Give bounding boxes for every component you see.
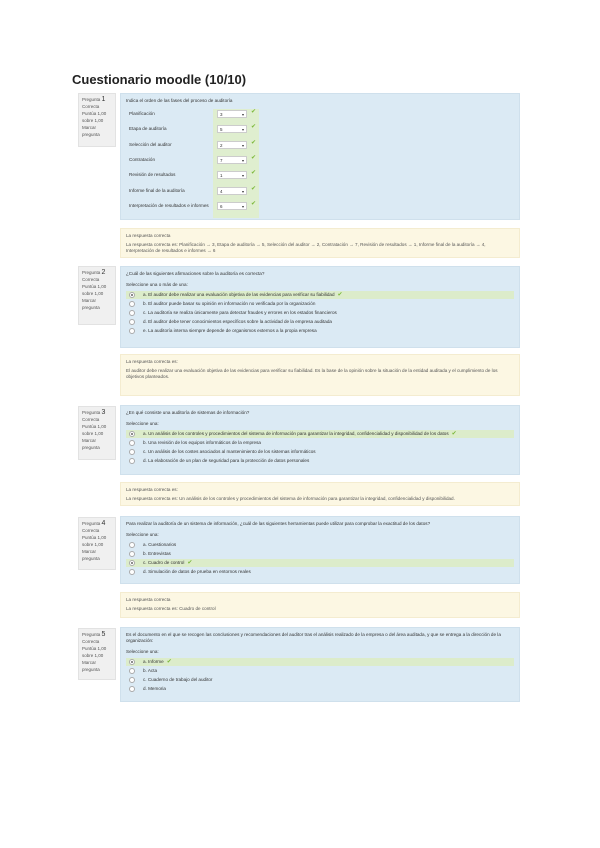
check-icon: ✔ xyxy=(187,560,193,566)
flag-question-link[interactable]: Marcar pregunta xyxy=(82,438,100,450)
option-text: c. Un análisis de los costes asociados al mantenimiento de los sistemas informáticos xyxy=(143,449,316,454)
feedback-box xyxy=(120,228,520,258)
radio-button[interactable] xyxy=(129,560,135,566)
question-label: Pregunta xyxy=(82,632,101,637)
match-item: Interpretación de resultados e informes xyxy=(129,202,209,208)
question-content xyxy=(120,627,520,702)
answer-option[interactable] xyxy=(126,676,514,684)
option-text: a. Cuestionarios xyxy=(143,542,177,547)
question-info xyxy=(78,628,116,680)
option-text: d. Memoria xyxy=(143,686,166,691)
feedback-box xyxy=(120,354,520,396)
radio-button[interactable] xyxy=(129,686,135,692)
answer-option[interactable] xyxy=(126,457,514,465)
option-text: b. Una revisión de los equipos informáticos de la empresa xyxy=(143,440,261,445)
select-label: Seleccione una o más de una: xyxy=(126,282,188,287)
check-icon: ✔ xyxy=(251,139,257,146)
question-text: ¿Cuál de las siguientes afirmaciones sobre la auditoría es correcta? xyxy=(126,271,265,276)
answer-option[interactable] xyxy=(126,439,514,447)
feedback-title: La respuesta correcta xyxy=(126,233,171,238)
match-select[interactable]: 5 ▾ xyxy=(217,125,247,133)
question-number: 1 xyxy=(101,96,106,103)
match-item: Revisión de resultados xyxy=(129,172,176,178)
check-icon: ✔ xyxy=(337,292,343,298)
radio-button[interactable] xyxy=(129,668,135,674)
radio-button[interactable] xyxy=(129,542,135,548)
radio-button[interactable] xyxy=(129,440,135,446)
check-icon: ✔ xyxy=(251,109,257,115)
match-select[interactable]: 3 ▾ xyxy=(217,110,247,118)
answer-option[interactable] xyxy=(126,559,514,567)
flag-question-link[interactable]: Marcar pregunta xyxy=(82,549,100,561)
check-icon: ✔ xyxy=(251,124,257,131)
answer-option[interactable] xyxy=(126,685,514,693)
question-score: Puntúa 1,00 sobre 1,00 xyxy=(82,111,107,123)
radio-button[interactable] xyxy=(129,328,135,334)
question-content xyxy=(120,516,520,584)
option-text: b. El auditor puede basar su opinión en información no verificada por la organización xyxy=(143,301,316,306)
option-text: c. Cuaderno de trabajo del auditor xyxy=(143,677,213,682)
match-select[interactable]: 1 ▾ xyxy=(217,171,247,179)
question-status: Correcta xyxy=(82,104,100,109)
radio-button[interactable] xyxy=(129,310,135,316)
match-item: Planificación xyxy=(129,111,155,116)
radio-button[interactable] xyxy=(129,292,135,298)
question-content xyxy=(120,266,520,348)
option-text: d. Simulación de datos de prueba en entornos reales xyxy=(143,569,251,574)
radio-button[interactable] xyxy=(129,677,135,683)
select-label: Seleccione una: xyxy=(126,421,159,426)
match-select[interactable]: 7 ▾ xyxy=(217,156,247,164)
match-select[interactable]: 6 ▾ xyxy=(217,202,247,210)
answer-option[interactable] xyxy=(126,327,514,335)
option-text: c. La auditoría se realiza únicamente para detectar fraudes y errores en los estados financieros xyxy=(143,310,337,315)
question-number: 5 xyxy=(101,631,106,638)
option-text: a. El auditor debe realizar una evaluación objetiva de las evidencias para verificar su fiabilidad xyxy=(143,292,335,297)
flag-question-link[interactable]: Marcar pregunta xyxy=(82,298,100,310)
answer-option[interactable] xyxy=(126,318,514,326)
answer-option[interactable] xyxy=(126,550,514,558)
feedback-text: La respuesta correcta es: Un análisis de los controles y procedimientos del sistema de información para garantizar la integridad, confidencialidad y disponibilidad. xyxy=(126,496,455,501)
answer-option[interactable] xyxy=(126,430,514,438)
match-item: Selección del auditor xyxy=(129,141,172,147)
select-label: Seleccione una: xyxy=(126,532,159,537)
check-icon: ✔ xyxy=(251,200,257,207)
question-content xyxy=(120,405,520,475)
option-text: d. El auditor debe tener conocimientos específicos sobre la actividad de la empresa auditada xyxy=(143,319,332,324)
radio-button[interactable] xyxy=(129,449,135,455)
answer-option[interactable] xyxy=(126,658,514,666)
match-item: Contratación xyxy=(129,156,156,162)
radio-button[interactable] xyxy=(129,551,135,557)
question-info xyxy=(78,93,116,147)
feedback-text: El auditor debe realizar una evaluación objetiva de las evidencias para verificar su fiabilidad. Es la base de la opinión sobre la situación de la entidad auditada y el cumplimiento de los objetivos planteados. xyxy=(126,368,498,379)
radio-button[interactable] xyxy=(129,431,135,437)
feedback-box xyxy=(120,592,520,618)
answer-option[interactable] xyxy=(126,309,514,317)
match-item: Etapa de auditoría xyxy=(129,126,167,132)
answer-option[interactable] xyxy=(126,448,514,456)
flag-question-link[interactable]: Marcar pregunta xyxy=(82,660,100,672)
question-text: Es el documento en el que se recogen las conclusiones y recomendaciones del auditor tras el análisis realizado de la empresa o del área auditada, y que se entrega a la dirección de la organización: xyxy=(126,632,501,643)
option-text: d. La elaboración de un plan de seguridad para la protección de datos personales xyxy=(143,458,310,463)
question-score: Puntúa 1,00 sobre 1,00 xyxy=(82,535,107,547)
match-select[interactable]: 4 ▾ xyxy=(217,187,247,195)
question-label: Pregunta xyxy=(82,410,101,415)
answer-option[interactable] xyxy=(126,667,514,675)
radio-button[interactable] xyxy=(129,301,135,307)
answer-option[interactable] xyxy=(126,541,514,549)
question-label: Pregunta xyxy=(82,270,101,275)
page-title: Cuestionario moodle (10/10) xyxy=(72,72,247,87)
question-status: Correcta xyxy=(82,277,100,282)
answer-option[interactable] xyxy=(126,300,514,308)
question-label: Pregunta xyxy=(82,521,101,526)
question-status: Correcta xyxy=(82,417,100,422)
option-text: a. Un análisis de los controles y procedimientos del sistema de información para garantizar la integridad, confidencialidad y disponibilidad de los datos xyxy=(143,431,449,436)
option-text: e. La auditoría interna siempre depende de organismos externos a la propia empresa xyxy=(143,328,317,333)
feedback-box xyxy=(120,482,520,506)
question-info xyxy=(78,266,116,325)
question-score: Puntúa 1,00 sobre 1,00 xyxy=(82,424,107,436)
check-icon: ✔ xyxy=(451,431,457,437)
answer-option[interactable] xyxy=(126,291,514,299)
question-number: 2 xyxy=(101,269,106,276)
question-status: Correcta xyxy=(82,639,100,644)
question-label: Pregunta xyxy=(82,97,101,102)
question-info xyxy=(78,517,116,570)
feedback-title: La respuesta correcta es: xyxy=(126,487,178,492)
feedback-title: La respuesta correcta xyxy=(126,597,171,602)
question-status: Correcta xyxy=(82,528,100,533)
feedback-text: La respuesta correcta es: Planificación → 3, Etapa de auditoría → 5, Selección del auditor → 2, Contratación → 7, Revisión de resultados → 1, Informe final de la auditoría → 4, Interpretación de resultados e informes → 6 xyxy=(126,242,486,253)
check-icon: ✔ xyxy=(251,170,257,177)
radio-button[interactable] xyxy=(129,569,135,575)
option-text: b. Entrevistas xyxy=(143,551,171,556)
match-select[interactable]: 2 ▾ xyxy=(217,141,247,149)
radio-button[interactable] xyxy=(129,659,135,665)
question-text: Indica el orden de las fases del proceso de auditoría xyxy=(126,98,233,103)
question-number: 4 xyxy=(101,520,106,527)
feedback-text: La respuesta correcta es: Cuadro de control xyxy=(126,606,216,611)
check-icon: ✔ xyxy=(166,659,172,665)
answer-option[interactable] xyxy=(126,568,514,576)
select-label: Seleccione una: xyxy=(126,649,159,654)
option-text: b. Acta xyxy=(143,668,158,673)
question-number: 3 xyxy=(101,409,106,416)
question-info xyxy=(78,406,116,460)
check-icon: ✔ xyxy=(251,154,257,161)
question-text: Para realizar la auditoría de un sistema de información, ¿cuál de las siguientes herramientas puede utilizar para comprobar la exactitud de los datos? xyxy=(126,521,431,526)
question-score: Puntúa 1,00 sobre 1,00 xyxy=(82,284,107,296)
radio-button[interactable] xyxy=(129,319,135,325)
match-item: Informe final de la auditoría xyxy=(129,187,185,193)
flag-question-link[interactable]: Marcar pregunta xyxy=(82,125,100,137)
option-text: a. Informe xyxy=(143,659,164,664)
question-score: Puntúa 1,00 sobre 1,00 xyxy=(82,646,107,658)
check-icon: ✔ xyxy=(251,185,257,192)
feedback-title: La respuesta correcta es: xyxy=(126,359,178,364)
question-content xyxy=(120,93,520,220)
question-text: ¿En qué consiste una auditoría de sistemas de información? xyxy=(126,410,250,415)
radio-button[interactable] xyxy=(129,458,135,464)
option-text: c. Cuadro de control xyxy=(143,560,185,565)
